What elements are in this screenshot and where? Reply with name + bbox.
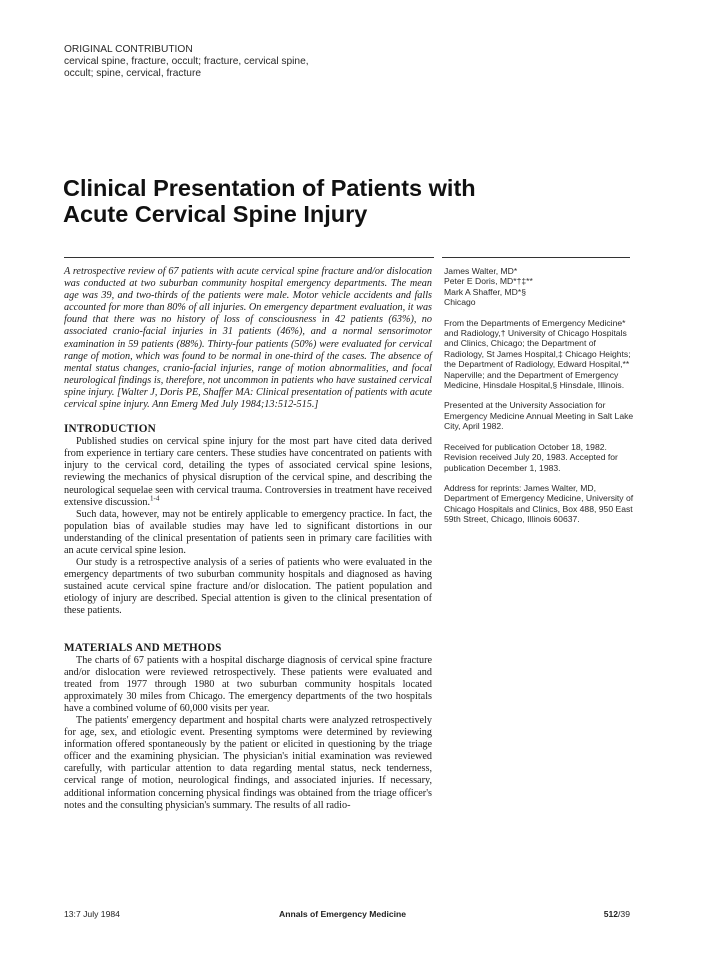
sidebar-notes [444, 266, 634, 535]
reprints-note: Address for reprints: James Walter, MD, Department of Emergency Medicine, University of Chicago Hospitals and Clinics, Box 488, 950 East 59th Street, Chicago, Illinois 60637. [444, 482, 634, 525]
keywords-line-2: occult; spine, cervical, fracture [64, 68, 202, 80]
keywords-line-1: cervical spine, fracture, occult; fracture, cervical spine, [64, 56, 309, 68]
footer-journal-name: Annals of Emergency Medicine [279, 909, 407, 919]
author-2: Peter E Doris, MD*†‡** [444, 276, 533, 287]
article-category: ORIGINAL CONTRIBUTION [64, 44, 193, 55]
introduction-paragraph-1-text: Published studies on cervical spine injury for the most part have cited data derived from experience in tertiary care centers. These studies have concentrated on patients with injury to the cervical cord, detailing the types of associated cervical spine lesions, reviewing the mechanics of physical disruption of the cervical spine, and describing the neurological sequelae seen with cervical trauma. Controversies in treatment have received extensive discussion. [64, 436, 432, 508]
reference-superscript: 1-4 [150, 494, 160, 503]
footer-page-bold: 512 [603, 909, 619, 919]
methods-paragraph-2: The patients' emergency department and hospital charts were analyzed retrospectively for age, sex, and etiologic event. Presenting symptoms were determined by reviewing information offered spontaneously by the patient or elicited in questioning by the triage officer and the examining physician. The physician's initial examination was reviewed carefully, with particular attention to data regarding mental status, neck tenderness, cervical range of motion, neurological findings, and associated injuries. If necessary, additional information concerning physical findings was obtained from the triage officer's notes and the consulting physician's summary. The results of all radio- [64, 715, 432, 811]
affiliations-note: From the Departments of Emergency Medicine* and Radiology,† University of Chicago Hospitals and Clinics, Chicago; the Department of Radiology, St James Hospital,‡ Chicago Heights; the Department of Radiology, Edward Hospital,** Naperville; and the Department of Emergency Medicine, Hinsdale Hospital,§ Hinsdale, Illinois. [444, 317, 631, 391]
title-line-1: Clinical Presentation of Patients with [63, 175, 476, 201]
author-1: James Walter, MD* [444, 266, 518, 276]
introduction-heading: INTRODUCTION [64, 423, 156, 436]
introduction-paragraph-2: Such data, however, may not be entirely applicable to emergency practice. In fact, the population bias of available studies may have led to significant distortions in our understanding of the clinical presentation of patients seen in primary care facilities with an acute cervical spine lesion. [64, 508, 432, 556]
introduction-paragraph-1 [64, 436, 432, 509]
title-divider-right [442, 257, 630, 258]
author-list [444, 266, 634, 308]
footer-issue: 13:7 July 1984 [64, 909, 120, 919]
author-location: Chicago [444, 297, 476, 308]
article-title [63, 175, 663, 227]
footer-page-rest: /39 [618, 909, 630, 919]
title-line-2: Acute Cervical Spine Injury [63, 201, 368, 227]
main-text-column [64, 266, 432, 812]
abstract: A retrospective review of 67 patients with acute cervical spine fracture and/or dislocation was conducted at two suburban community hospital emergency departments. The mean age was 39, and two-thirds of the patients were male. Motor vehicle accidents and falls accounted for more than 80% of all injuries. On emergency department evaluation, it was found that there was no history of loss of consciousness in 42 patients (63%), no associated cranio-facial injuries in 31 patients (46%), and a normal sensorimotor examination in 59 patients (88%). Thirty-four patients (50%) were evaluated for cervical range of motion, which was found to be normal in one-third of the cases. The absence of mental status changes, cranio-facial injuries, range of motion abnormalities, and focal neurological findings is, therefore, not uncommon in patients who have sustained cervical spine injury. [Walter J, Doris PE, Shaffer MA: Clinical presentation of patients with acute cervical spine injury. Ann Emerg Med July 1984;13:512-515.] [64, 266, 432, 411]
page-footer [64, 909, 630, 923]
methods-paragraph-1: The charts of 67 patients with a hospital discharge diagnosis of cervical spine fracture and/or dislocation were reviewed retrospectively. These patients were evaluated and treated from 1977 through 1980 at two suburban community hospitals located approximately 30 miles from Chicago. The emergency departments of the two hospitals have a combined volume of 60,000 visits per year. [64, 654, 432, 714]
publication-dates-note: Received for publication October 18, 1982. Revision received July 20, 1983. Accepted for publication December 1, 1983. [444, 441, 618, 473]
introduction-paragraph-3: Our study is a retrospective analysis of a series of patients who were evaluated in the emergency departments of two suburban community hospitals and diagnosed as having sustained acute cervical spine fracture and/or dislocation. The patient population and etiology of injury are described. Special attention is given to the clinical presentation of these patients. [64, 557, 432, 617]
title-divider-left [64, 257, 434, 258]
author-3: Mark A Shaffer, MD*§ [444, 286, 526, 297]
methods-heading: MATERIALS AND METHODS [64, 641, 222, 654]
footer-page-number [604, 909, 630, 919]
article-header [64, 44, 464, 81]
presented-note: Presented at the University Association for Emergency Medicine Annual Meeting in Salt Lake City, April 1982. [444, 400, 634, 432]
